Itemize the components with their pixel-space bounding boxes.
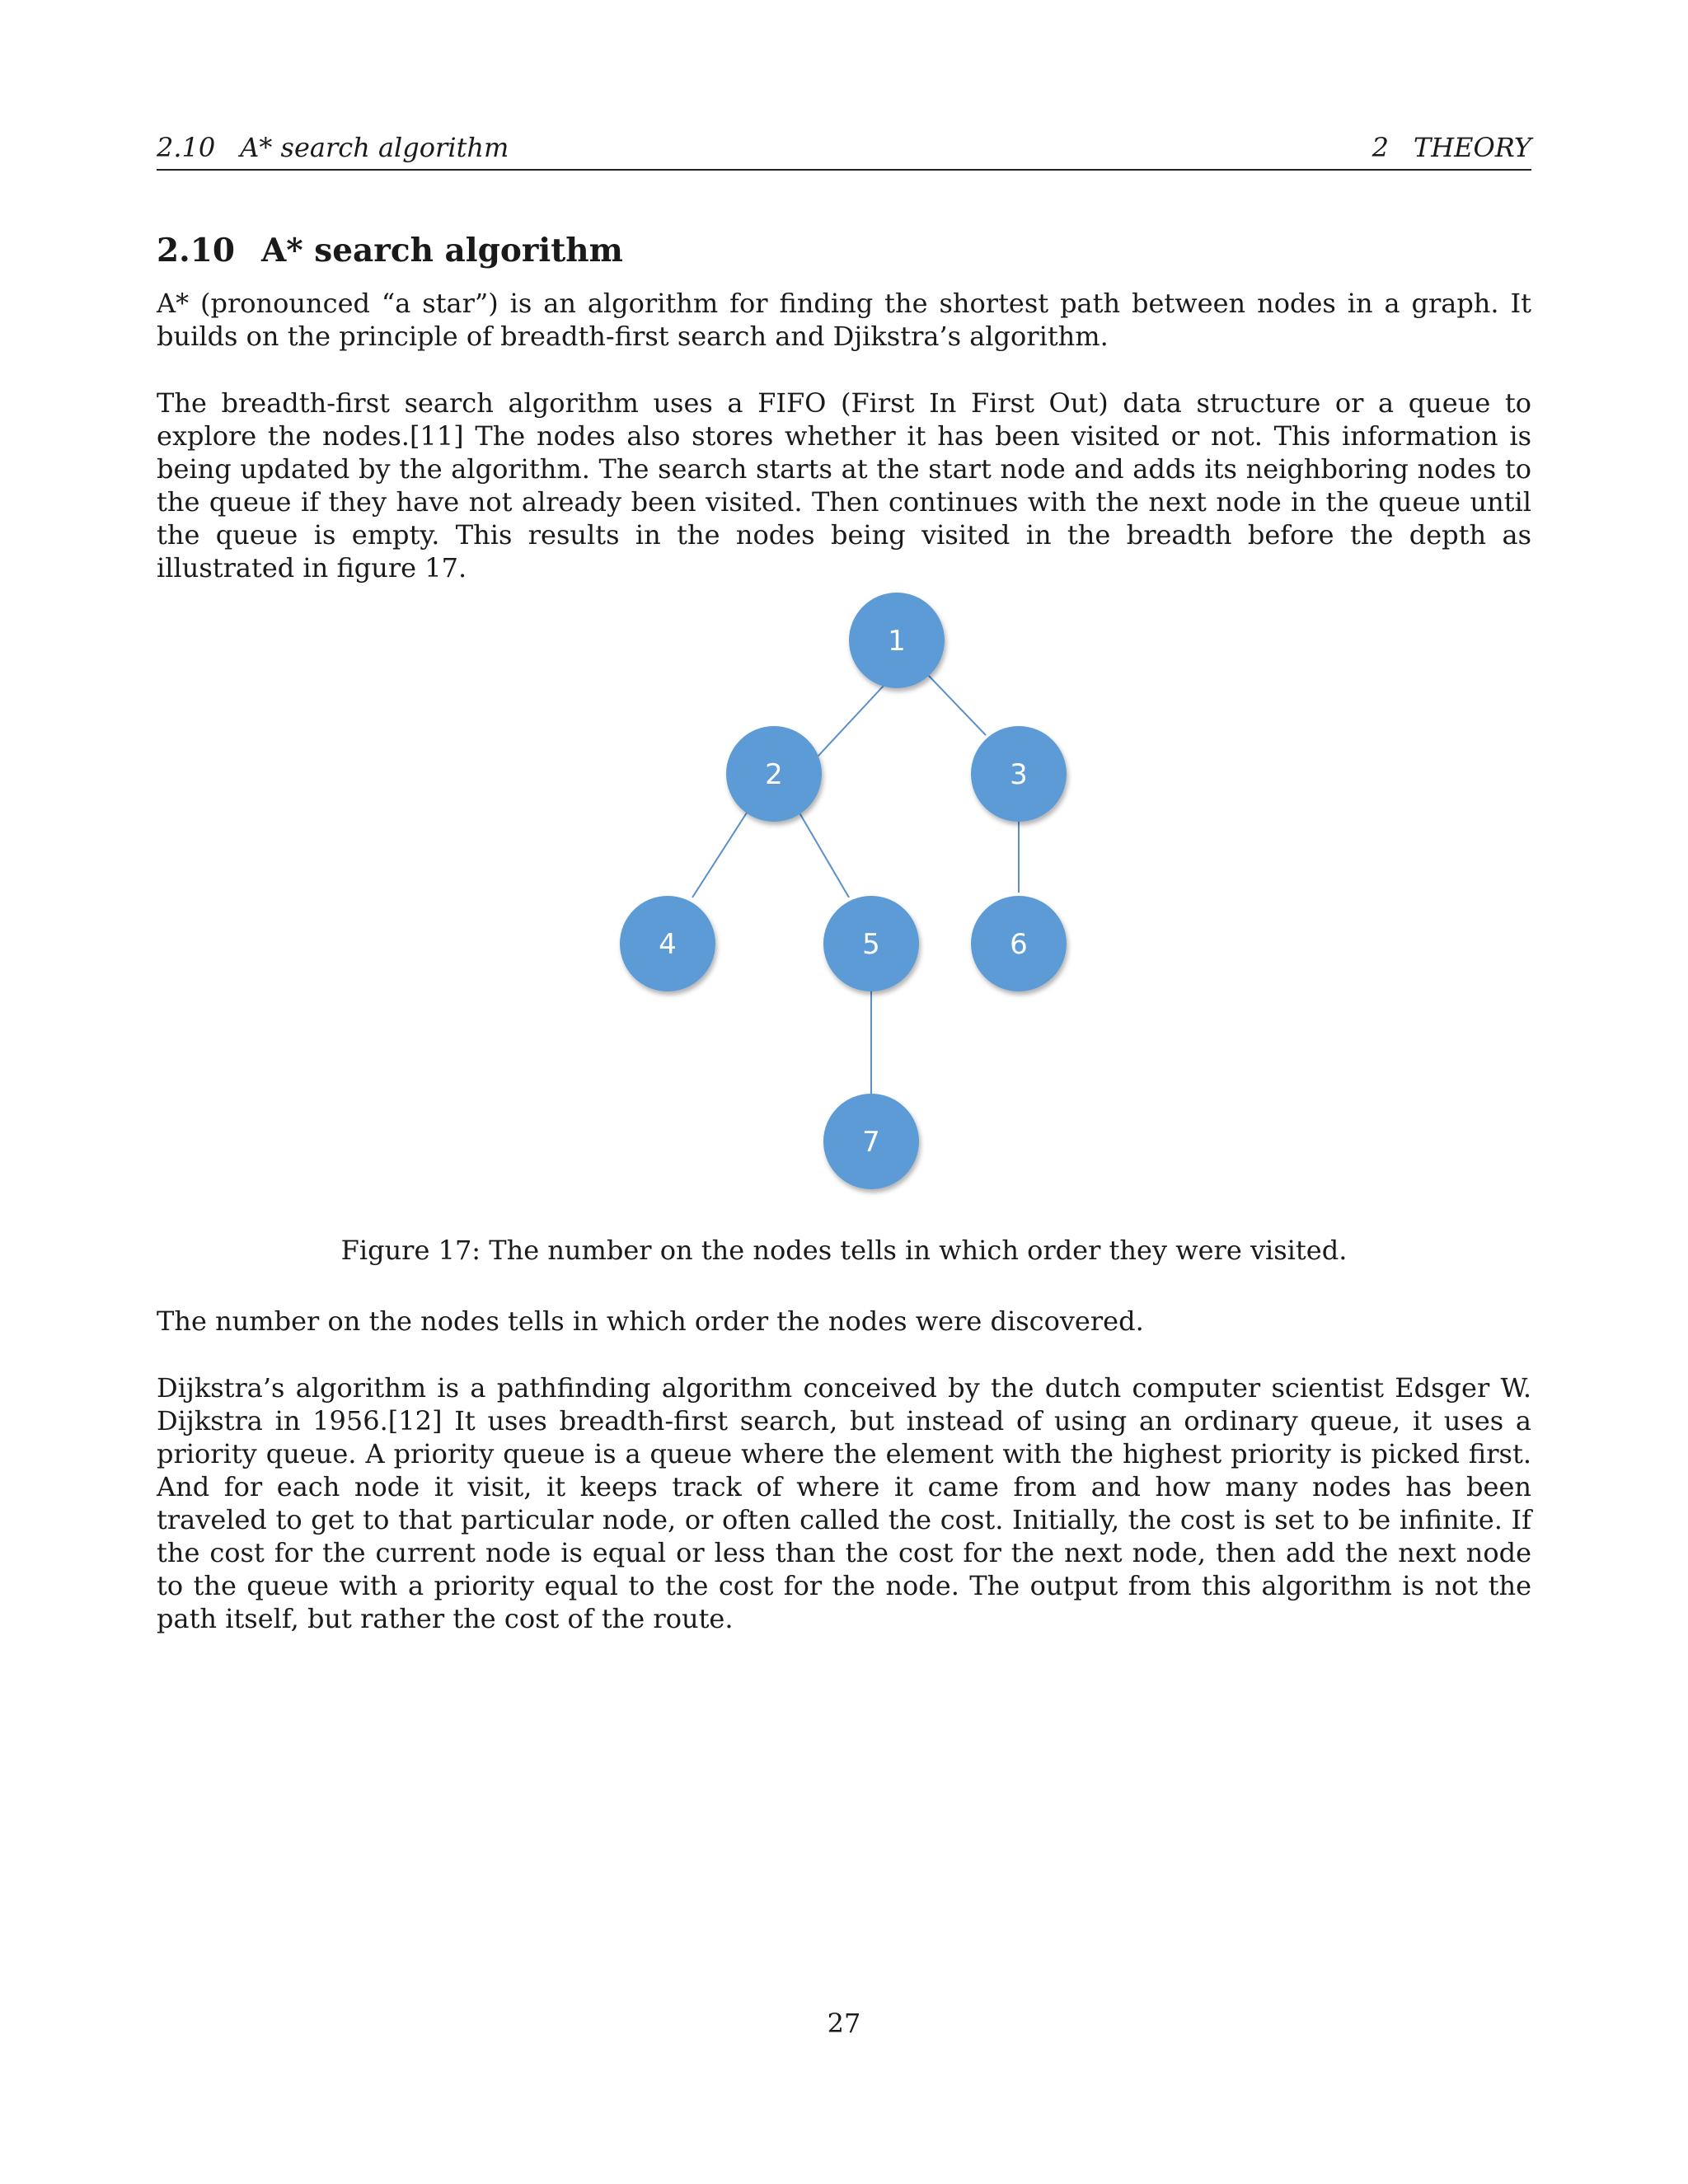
edge-2-5 [798,810,849,898]
node-7 [823,1094,919,1189]
edge-2-4 [692,810,748,898]
node-6 [971,896,1067,991]
node-4-label: 4 [659,928,677,961]
header-section-title: A* search algorithm [240,132,509,163]
tree-diagram [610,581,1088,1207]
header-right [1372,131,1531,164]
paragraph-dijkstra: Dijkstra’s algorithm is a pathfinding algorithm conceived by the dutch computer scientist Edsger W. Dijkstra in 1956.[12] It uses breadth-first search, but instead of using an ordinary queue, it uses a priority queue. A priority queue is a queue where the element with the highest priority is picked first. And for each node it visit, it keeps track of where it came from and how many nodes has been traveled to get to that particular node, or often called the cost. Initially, the cost is set to be infinite. If the cost for the current node is equal or less than the cost for the next node, then add the next node to the queue with a priority equal to the cost for the node. The output from this algorithm is not the path itself, but rather the cost of the route. [157,1372,1531,1634]
node-6-label: 6 [1010,928,1028,961]
figure-17 [610,581,1088,1207]
paragraph-discovery-order: The number on the nodes tells in which order the nodes were discovered. [157,1305,1144,1337]
header-section-number: 2.10 [157,132,216,163]
header-chapter-title: THEORY [1413,132,1531,163]
node-7-label: 7 [862,1126,880,1159]
figure-caption: Figure 17: The number on the nodes tells in which order they were visited. [340,1235,1348,1266]
node-2 [726,726,822,822]
page-number: 27 [827,2008,861,2039]
edge-1-3 [926,673,986,735]
paragraph-intro: A* (pronounced “a star”) is an algorithm for finding the shortest path between nodes in a graph. It builds on the principle of breadth-first search and Djikstra’s algorithm. [157,288,1531,352]
running-header [157,128,1531,171]
node-1-label: 1 [888,625,906,658]
node-4 [620,896,715,991]
node-3 [971,726,1067,822]
section-title-text: A* search algorithm [261,232,623,269]
node-5 [823,896,919,991]
edge-1-2 [806,673,895,769]
section-heading [157,229,623,272]
node-1 [849,593,945,688]
section-number: 2.10 [157,232,235,269]
tree-edges [692,673,1019,1094]
header-chapter-number: 2 [1372,132,1389,163]
node-2-label: 2 [765,758,783,791]
node-5-label: 5 [862,928,880,961]
header-left [157,131,509,164]
paragraph-breadth-first: The breadth-first search algorithm uses a FIFO (First In First Out) data structure or a queue to explore the nodes.[11] The nodes also stores whether it has been visited or not. This information is being updated by the algorithm. The search starts at the start node and adds its neighboring nodes to the queue if they have not already been visited. Then continues with the next node in the queue until the queue is empty. This results in the nodes being visited in the breadth before the depth as illustrated in figure 17. [157,387,1531,583]
node-3-label: 3 [1010,758,1028,791]
